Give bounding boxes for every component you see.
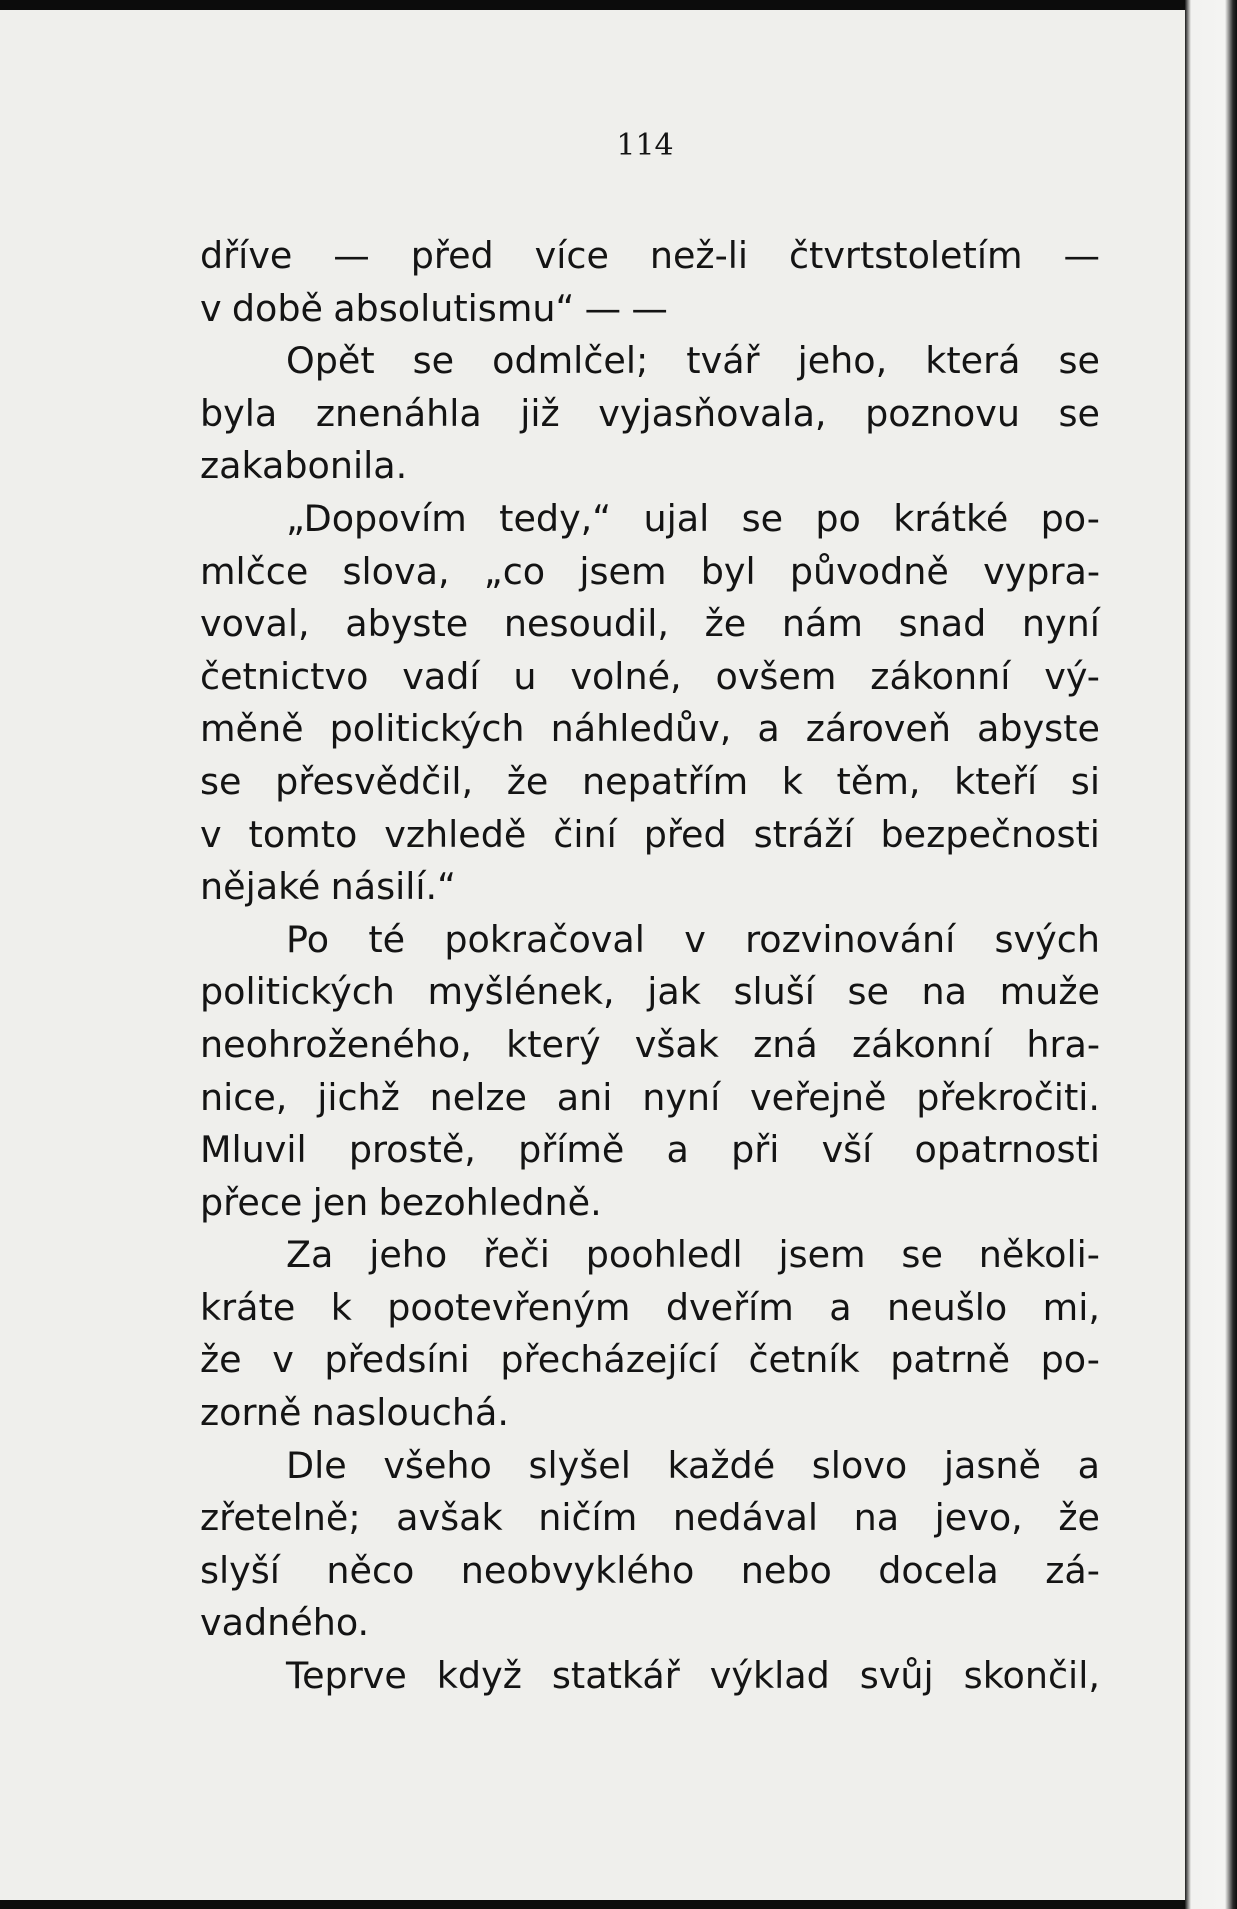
text-line: se přesvědčil, že nepatřím k těm, kteří si [200,759,1100,803]
text-line: v době absolutismu“ — — [200,286,668,330]
text-line: slyší něco neobvyklého nebo docela zá- [200,1548,1100,1592]
text-line: vadného. [200,1601,370,1645]
text-line: voval, abyste nesoudil, že nám snad nyní [200,602,1100,646]
page-edge [1185,0,1237,1909]
body-text [200,230,1100,1703]
text-line: nice, jichž nelze ani nyní veřejně překročiti. [200,1075,1100,1119]
text-line: politických myšlének, jak sluší se na muže [200,970,1100,1014]
text-line: dříve — před více než-li čtvrtstoletím — [200,234,1100,277]
text-line: neohroženého, který však zná zákonní hra- [200,1022,1100,1066]
text-line: zřetelně; avšak ničím nedával na jevo, že [200,1496,1100,1540]
text-line: nějaké násilí.“ [200,865,457,909]
text-line: Za jeho řeči poohledl jsem se několi- [286,1233,1100,1277]
text-line: přece jen bezohledně. [200,1180,602,1224]
text-line: mlčce slova, „co jsem byl původně vypra- [200,549,1100,593]
text-line: četnictvo vadí u volné, ovšem zákonní vý- [200,654,1100,698]
text-line: kráte k pootevřeným dveřím a neušlo mi, [200,1285,1100,1329]
text-line: Mluvil prostě, přímě a při vší opatrnosti [200,1128,1100,1172]
text-line: „Dopovím tedy,“ ujal se po krátké po- [286,496,1100,540]
text-line: měně politických náhledův, a zároveň abyste [200,707,1100,751]
text-line: Po té pokračoval v rozvinování svých [286,917,1100,961]
text-line: zorně naslouchá. [200,1391,509,1435]
text-line: v tomto vzhledě činí před stráží bezpečnosti [200,812,1100,856]
text-line: Dle všeho slyšel každé slovo jasně a [286,1443,1100,1487]
book-page [0,10,1185,1900]
text-line: byla znenáhla již vyjasňovala, poznovu se [200,391,1100,435]
text-line: Opět se odmlčel; tvář jeho, která se [286,339,1100,383]
page-number: 114 [616,128,674,163]
text-line: Teprve když statkář výklad svůj skončil, [286,1654,1100,1698]
text-line: zakabonila. [200,444,408,488]
text-line: že v předsíni přecházející četník patrně po- [200,1338,1100,1382]
